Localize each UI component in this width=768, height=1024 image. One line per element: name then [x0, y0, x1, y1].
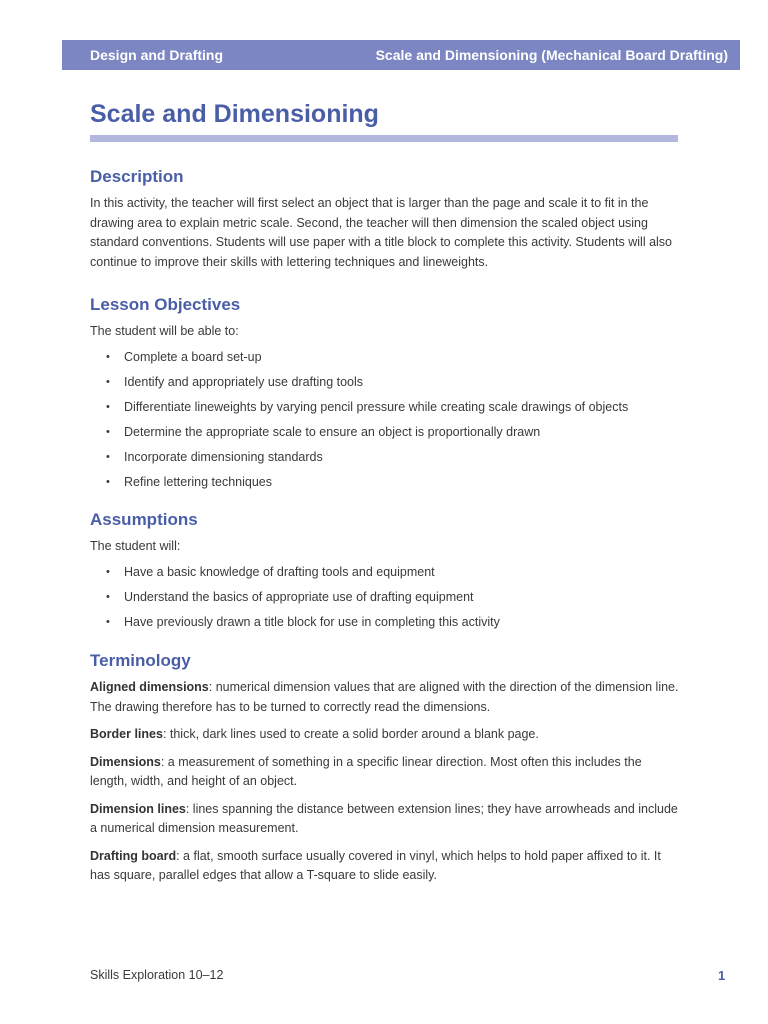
assumptions-list — [90, 563, 680, 633]
page-number: 1 — [718, 968, 726, 983]
list-item — [106, 423, 680, 443]
footer-course: Skills Exploration 10–12 — [90, 968, 224, 982]
bullet: • — [106, 375, 110, 388]
page-title: Scale and Dimensioning — [90, 100, 379, 128]
list-item-text: Determine the appropriate scale to ensure an object is proportionally drawn — [124, 424, 541, 439]
title-rule — [90, 135, 678, 142]
list-item-text: Have previously drawn a title block for use in completing this activity — [124, 614, 500, 629]
header-left: Design and Drafting — [90, 47, 224, 63]
assumptions-heading: Assumptions — [90, 510, 198, 529]
list-item-text: Understand the basics of appropriate use of drafting equipment — [124, 589, 474, 604]
term-definition: : numerical dimension values that are aligned with the direction of the dimension line. The drawing therefore has to be turned to correctly read the dimensions. — [90, 680, 679, 714]
assumptions-section — [90, 509, 680, 632]
term-definition: : lines spanning the distance between extension lines; they have arrowheads and include a numerical dimension measurement. — [90, 801, 678, 835]
term-entry — [90, 800, 680, 839]
term-name: Border lines — [90, 727, 163, 741]
list-item-text: Refine lettering techniques — [124, 474, 273, 489]
list-item — [106, 448, 680, 468]
objectives-section — [90, 294, 680, 492]
list-item — [106, 473, 680, 493]
description-section — [90, 166, 680, 272]
assumptions-lead: The student will: — [90, 539, 181, 553]
bullet: • — [106, 565, 110, 578]
term-name: Drafting board — [90, 848, 177, 863]
term-name: Dimensions — [90, 754, 161, 769]
terminology-section — [90, 650, 680, 886]
bullet: • — [106, 615, 110, 628]
bullet: • — [106, 350, 110, 363]
bullet: • — [106, 475, 110, 488]
objectives-list — [90, 348, 680, 493]
list-item — [106, 588, 680, 608]
term-entry — [90, 678, 680, 717]
list-item — [106, 613, 680, 633]
objectives-lead: The student will be able to: — [90, 324, 239, 338]
bullet: • — [106, 400, 110, 413]
term-name: Dimension lines — [90, 801, 186, 816]
term-entry — [90, 847, 680, 886]
list-item — [106, 348, 680, 368]
list-item-text: Complete a board set-up — [124, 349, 262, 364]
list-item-text: Incorporate dimensioning standards — [124, 449, 323, 464]
term-entry — [90, 753, 680, 792]
description-text: In this activity, the teacher will first select an object that is larger than the page and scale it to fit in the drawing area to explain metric scale. Second, the teacher will then dimension the scaled object using standard conventions. Students will use paper with a title block to complete this activity. Students will also continue to improve their skills with lettering techniques and lineweights. — [90, 196, 673, 269]
list-item — [106, 373, 680, 393]
page-content — [90, 98, 680, 894]
bullet: • — [106, 590, 110, 603]
list-item — [106, 563, 680, 583]
term-definition: : a measurement of something in a specific linear direction. Most often this includes the length, width, and height of an object. — [90, 754, 642, 788]
list-item-text: Have a basic knowledge of drafting tools and equipment — [124, 564, 435, 579]
terminology-heading: Terminology — [90, 651, 191, 670]
header-right: Scale and Dimensioning (Mechanical Board Drafting) — [375, 47, 728, 63]
bullet: • — [106, 425, 110, 438]
term-name: Aligned dimensions — [90, 680, 209, 694]
list-item-text: Identify and appropriately use drafting tools — [124, 374, 364, 389]
list-item-text: Differentiate lineweights by varying pencil pressure while creating scale drawings of objects — [124, 399, 629, 414]
term-definition: : a flat, smooth surface usually covered in vinyl, which helps to hold paper affixed to it. It has square, parallel edges that allow a T-square to slide easily. — [90, 848, 661, 882]
term-definition: : thick, dark lines used to create a solid border around a blank page. — [162, 727, 539, 741]
objectives-heading: Lesson Objectives — [90, 295, 241, 314]
header-bar — [62, 40, 740, 70]
list-item — [106, 398, 680, 418]
term-entry — [90, 725, 680, 745]
bullet: • — [106, 450, 110, 463]
description-heading: Description — [90, 167, 184, 186]
